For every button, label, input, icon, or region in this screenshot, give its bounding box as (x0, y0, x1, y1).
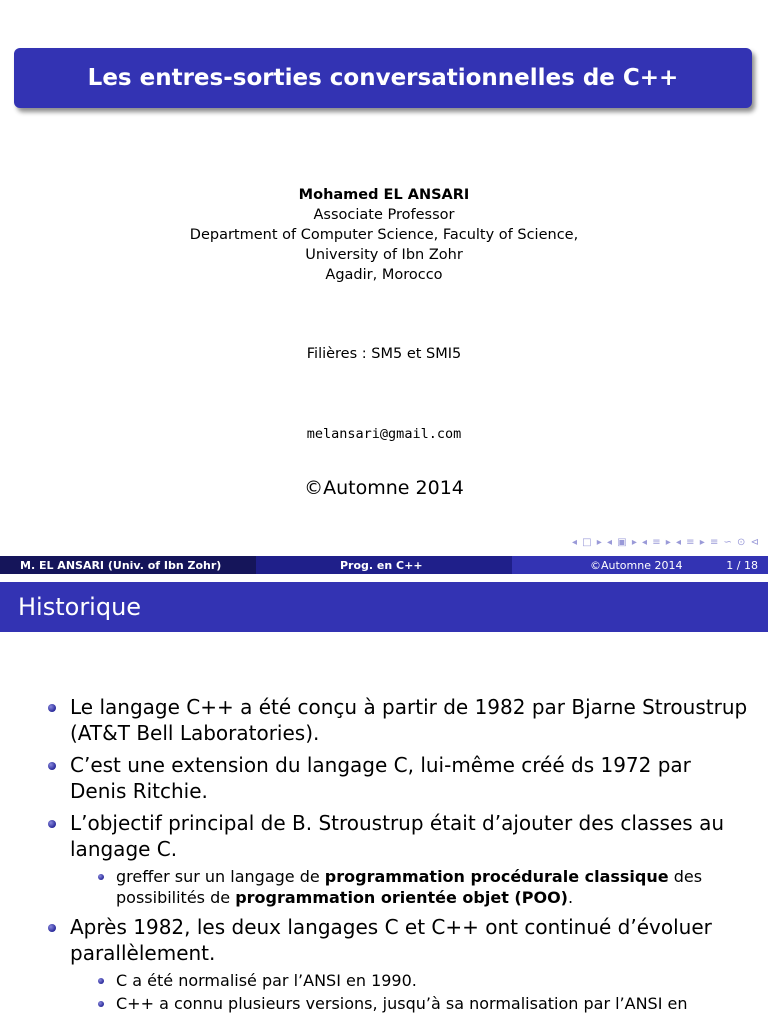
slide-title-text: Les entres-sorties conversationnelles de C++ (87, 65, 679, 91)
list-item: C’est une extension du langage C, lui-même créé ds 1972 par Denis Ritchie. (48, 752, 768, 804)
author-block (0, 185, 768, 285)
slide-content (0, 694, 768, 1024)
slide-title (14, 48, 752, 108)
sub-list-item: greffer sur un langage de programmation procédurale classique des possibilités de programmation orientée objet (POO). (96, 866, 748, 908)
footer-date-page (512, 556, 768, 574)
bullet-icon (48, 820, 56, 828)
list-item: Après 1982, les deux langages C et C++ ont continué d’évoluer parallèlement. C a été normalisé par l’ANSI en 1990. C++ a connu plusieurs versions, jusqu’à sa normalisation par l’ANSI en (48, 914, 768, 1014)
sub-bullet-icon (98, 874, 104, 880)
filieres: Filières : SM5 et SMI5 (306, 346, 462, 362)
sub-list-item: C a été normalisé par l’ANSI en 1990. (96, 970, 748, 991)
author-department: Department of Computer Science, Faculty of Science, (189, 227, 579, 243)
list-item: L’objectif principal de B. Stroustrup était d’ajouter des classes au langage C. greffer sur un langage de programmation procédurale classique des possibilités de programmation orientée objet (POO). (48, 810, 768, 908)
sub-list (70, 970, 748, 1014)
frame-heading-text: Historique (18, 593, 142, 621)
bullet-icon (48, 924, 56, 932)
footer-date: ©Automne 2014 (590, 558, 683, 572)
list-item: Le langage C++ a été conçu à partir de 1982 par Bjarne Stroustrup (AT&T Bell Laboratories). (48, 694, 768, 746)
author-university: University of Ibn Zohr (305, 247, 463, 263)
author-city: Agadir, Morocco (325, 267, 443, 283)
footer-course: Prog. en C++ (256, 556, 512, 574)
bullet-list (0, 694, 768, 1014)
bullet-icon (48, 762, 56, 770)
sub-list-item: C++ a connu plusieurs versions, jusqu’à sa normalisation par l’ANSI en (96, 993, 748, 1014)
sub-list (70, 866, 748, 908)
sub-bullet-icon (98, 1001, 104, 1007)
email: melansari@gmail.com (306, 426, 462, 442)
frame-heading (0, 582, 768, 632)
author-position: Associate Professor (313, 207, 455, 223)
footer-page: 1 / 18 (726, 558, 758, 572)
footer-bar (0, 556, 768, 574)
footer-author: M. EL ANSARI (Univ. of Ibn Zohr) (0, 556, 256, 574)
sub-bullet-icon (98, 978, 104, 984)
author-name: Mohamed EL ANSARI (298, 187, 470, 203)
beamer-navigation-icons[interactable]: ◂ □ ▸ ◂ ▣ ▸ ◂ ≡ ▸ ◂ ≡ ▸ ≡ ∽ ⊙ ⊲ (571, 537, 760, 548)
copyright: ©Automne 2014 (304, 477, 464, 499)
bullet-icon (48, 704, 56, 712)
